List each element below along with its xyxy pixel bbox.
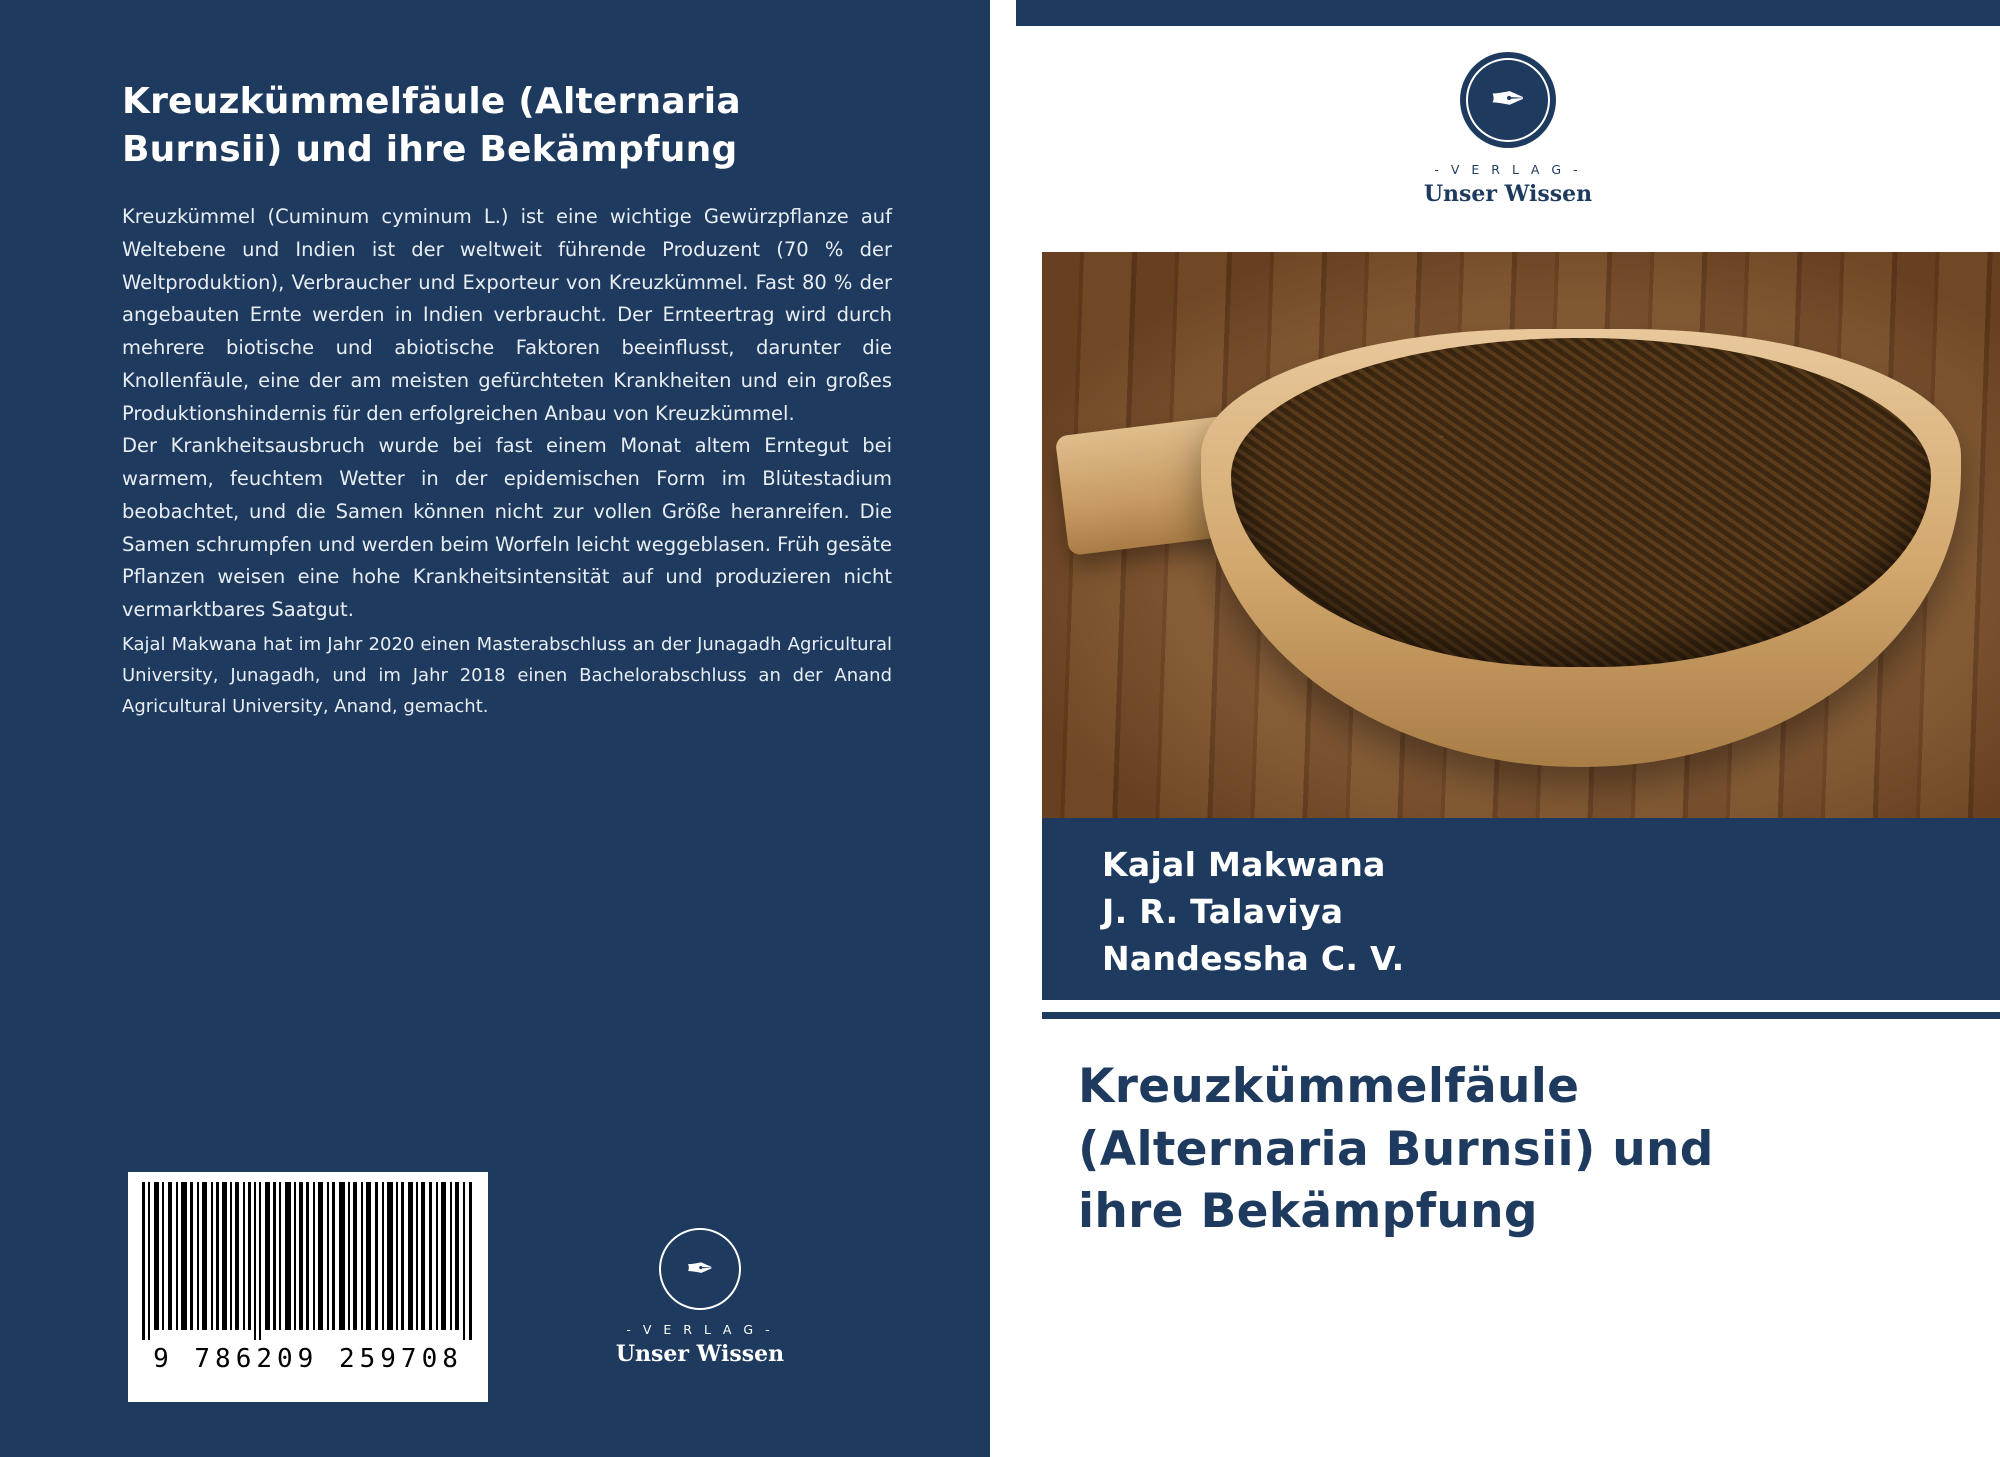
title-divider-rule — [1042, 1012, 2000, 1019]
publisher-verlag-label-back: - V E R L A G - — [626, 1322, 774, 1337]
blurb-paragraph-1: Kreuzkümmel (Cuminum cyminum L.) ist eine wichtige Gewürzpflanze auf Weltebene und Indien ist der weltweit führende Produzent (70 % der Weltproduktion), Verbraucher und Exporteur von Kreuzkümmel. Fast 80 % der angebauten Ernte werden in Indien verbraucht. Der Ernteertrag wird durch mehrere biotische und abiotische Faktoren beeinflusst, darunter die Knollenfäule, eine der am meisten gefürchteten Krankheiten und ein großes Produktionshindernis für den erfolgreichen Anbau von Kreuzkümmel. — [122, 205, 892, 425]
front-cover-title — [1078, 1056, 1948, 1244]
cover-photo — [1042, 252, 2000, 818]
front-title-line-2: (Alternaria Burnsii) und — [1078, 1121, 1714, 1177]
publisher-pen-icon-front: ✒ — [1460, 52, 1556, 148]
publisher-logo-back — [610, 1228, 790, 1367]
back-cover-title: Kreuzkümmelfäule (Alternaria Burnsii) und ihre Bekämpfung — [122, 81, 741, 170]
publisher-pen-icon: ✒ — [659, 1228, 741, 1310]
book-spine — [990, 0, 1016, 1457]
blurb-paragraph-2: Der Krankheitsausbruch wurde bei fast einem Monat altem Erntegut bei warmem, feuchtem Wetter in der epidemischen Form im Blütestadium beobachtet, und die Samen können nicht zur vollen Größe heranreifen. Die Samen schrumpfen und werden beim Worfeln leicht weggeblasen. Früh gesäte Pflanzen weisen eine hohe Krankheitsintensität auf und produzieren nicht vermarktbares Saatgut. — [122, 434, 893, 622]
back-cover-blurb — [122, 201, 892, 627]
author-bio: Kajal Makwana hat im Jahr 2020 einen Masterabschluss an der Junagadh Agricultural University, Junagadh, und im Jahr 2018 einen Bachelorabschluss an der Anand Agricultural University, Anand, gemacht. — [122, 634, 892, 717]
back-cover — [0, 0, 990, 1457]
barcode-digits: 9 786209 259708 — [153, 1344, 463, 1374]
front-cover-top-bar — [1016, 0, 2000, 26]
back-cover-text-block — [122, 78, 892, 627]
publisher-name-front: Unser Wissen — [1423, 181, 1593, 207]
publisher-verlag-label-front: - V E R L A G - — [1434, 162, 1582, 177]
front-title-line-1: Kreuzkümmelfäule — [1078, 1059, 1580, 1114]
barcode — [128, 1172, 488, 1402]
front-title-line-3: ihre Bekämpfung — [1078, 1184, 1538, 1239]
author-name-1: Kajal Makwana — [1102, 845, 1386, 884]
author-name-2: J. R. Talaviya — [1102, 891, 1344, 931]
barcode-bars-icon — [140, 1182, 476, 1340]
wooden-spoon-illustration — [1061, 309, 1981, 807]
authors-band — [1042, 818, 2000, 1000]
publisher-name-back: Unser Wissen — [615, 1341, 785, 1367]
author-name-3: Nandessha C. V. — [1102, 938, 1405, 978]
front-cover — [1016, 0, 2000, 1457]
publisher-logo-front — [1016, 52, 2000, 207]
